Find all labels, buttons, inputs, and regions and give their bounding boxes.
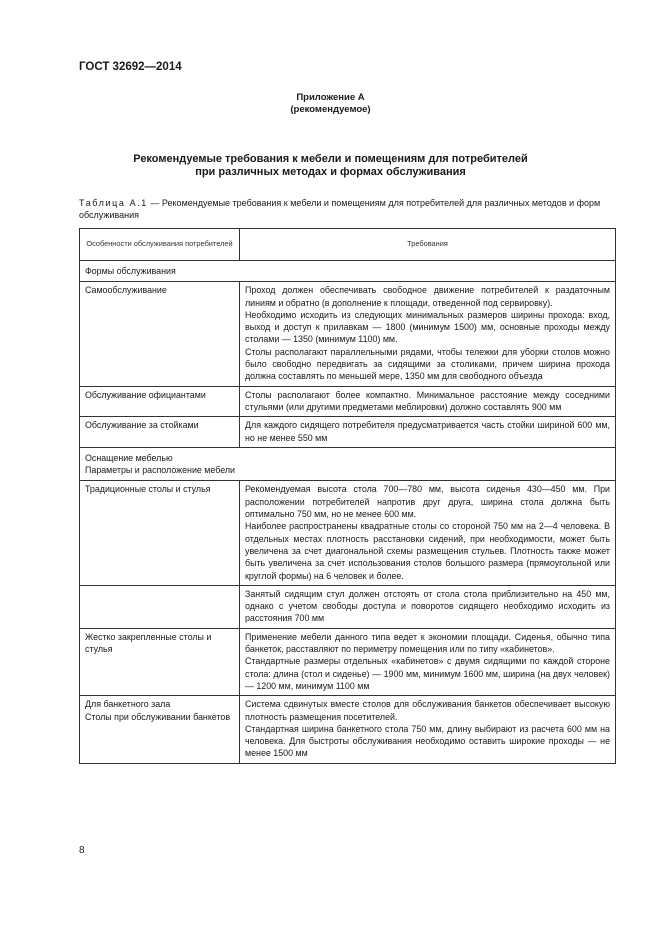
feature-cell: Традиционные столы и стулья — [80, 481, 240, 585]
table-caption — [79, 197, 619, 221]
feature-cell: Самообслуживание — [80, 282, 240, 386]
table-row — [80, 481, 616, 585]
requirements-cell — [240, 585, 616, 628]
requirement-text: Занятый сидящим стул должен отстоять от стола стола приблизительно на 450 мм, однако с учетом свободы доступа и поворотов сидящего необходимо исходить из расстояния 700 мм — [245, 588, 610, 624]
requirements-cell — [240, 386, 616, 417]
requirements-table — [79, 228, 616, 764]
table-row — [80, 628, 616, 695]
requirements-cell — [240, 282, 616, 386]
section-furniture-subtitle: Параметры и расположение мебели — [85, 465, 235, 476]
table-row — [80, 386, 616, 417]
requirement-text: Для каждого сидящего потребителя предусматривается часть стойки шириной 600 мм, но не менее 550 мм — [245, 420, 610, 443]
page-number: 8 — [79, 845, 85, 856]
requirement-text: Проход должен обеспечивать свободное движение потребителей к раздаточным линиям и обратно (в дополнение к площади, отведенной под сервировку). — [245, 285, 610, 308]
column-header-requirements: Требования — [240, 229, 616, 261]
section-furniture — [80, 447, 616, 481]
annex-status: (рекомендуемое) — [290, 104, 371, 115]
section-service-forms: Формы обслуживания — [80, 261, 616, 282]
standard-number: ГОСТ 32692—2014 — [79, 61, 182, 73]
requirement-text: Стандартная ширина банкетного стола 750 мм, длину выбирают из расчета 600 мм на человека. Для быстроты обслуживания необходимо оставить широкие проходы — не менее 1500 мм — [245, 723, 610, 759]
table-row — [80, 585, 616, 628]
requirement-text: Необходимо исходить из следующих минимальных размеров ширины прохода: вход, выход и доступ к прилавкам — 1800 (минимум 1500) мм, основные проходы между столами — 1350 (минимум 1100) мм. — [245, 309, 610, 345]
feature-cell: Обслуживание официантами — [80, 386, 240, 417]
section-heading-line1: Рекомендуемые требования к мебели и помещениям для потребителей — [133, 153, 528, 165]
section-row — [80, 447, 616, 481]
feature-line: Для банкетного зала — [85, 699, 171, 710]
feature-line: Столы при обслуживании банкетов — [85, 711, 231, 722]
table-row — [80, 417, 616, 448]
requirements-cell — [240, 417, 616, 448]
table-header-row — [80, 229, 616, 261]
requirement-text: Наиболее распространены квадратные столы со стороной 750 мм на 2—4 человека. В отдельных местах плотность расстановки сидений, при необходимости, может быть увеличена за счет диагональной схемы размещения стульев. Плотность также может быть увеличена за счет использования столов большого размера (прямоугольной или круглой формы) на 6 человек и более. — [245, 521, 610, 581]
annex-title: Приложение А — [296, 92, 365, 103]
requirement-text: Столы располагают параллельными рядами, чтобы тележки для уборки столов можно было свободно передвигать за сидящими за столиками, причем ширина прохода должна составлять по меньшей мере, 1350 мм для свободного объезда — [245, 346, 610, 382]
requirement-text: Столы располагают более компактно. Минимальное расстояние между соседними стульями (или другими предметами меблировки) должно составлять 900 мм — [245, 389, 610, 412]
column-header-features: Особенности обслуживания потребителей — [80, 229, 240, 261]
feature-cell — [80, 585, 240, 628]
section-furniture-title: Оснащение мебелью — [85, 452, 173, 463]
requirement-text: Рекомендуемая высота стола 700—780 мм, высота сиденья 430—450 мм. При расположении потребителей напротив друг друга, ширина стола должна быть оптимально 750 мм, но не менее 600 мм. — [245, 484, 610, 520]
feature-cell — [80, 696, 240, 763]
section-heading-line2: при различных методах и формах обслуживания — [195, 166, 466, 178]
requirements-cell — [240, 481, 616, 585]
table-caption-label: Таблица А.1 — [79, 198, 148, 208]
requirements-cell — [240, 628, 616, 695]
requirement-text: Стандартные размеры отдельных «кабинетов» с двумя сидящими по каждой стороне стола: длина (стол и сиденье) — 1900 мм, минимум 1600 мм, ширина (на двух человек) — 1200 мм, минимум 1100 мм — [245, 656, 610, 691]
requirements-cell — [240, 696, 616, 763]
section-row — [80, 261, 616, 282]
feature-cell: Обслуживание за стойками — [80, 417, 240, 448]
requirement-text: Применение мебели данного типа ведет к экономии площади. Сиденья, обычно типа банкеток, расставляют по периметру помещения или по типу «кабинетов». — [245, 631, 610, 655]
table-caption-text: — Рекомендуемые требования к мебели и помещениям для потребителей для различных методов и форм обслуживания — [79, 198, 601, 220]
feature-cell: Жестко закрепленные столы и стулья — [80, 628, 240, 695]
table-row — [80, 696, 616, 763]
table-row — [80, 282, 616, 386]
requirement-text: Система сдвинутых вместе столов для обслуживания банкетов обеспечивает высокую плотность размещения посетителей. — [245, 699, 610, 722]
